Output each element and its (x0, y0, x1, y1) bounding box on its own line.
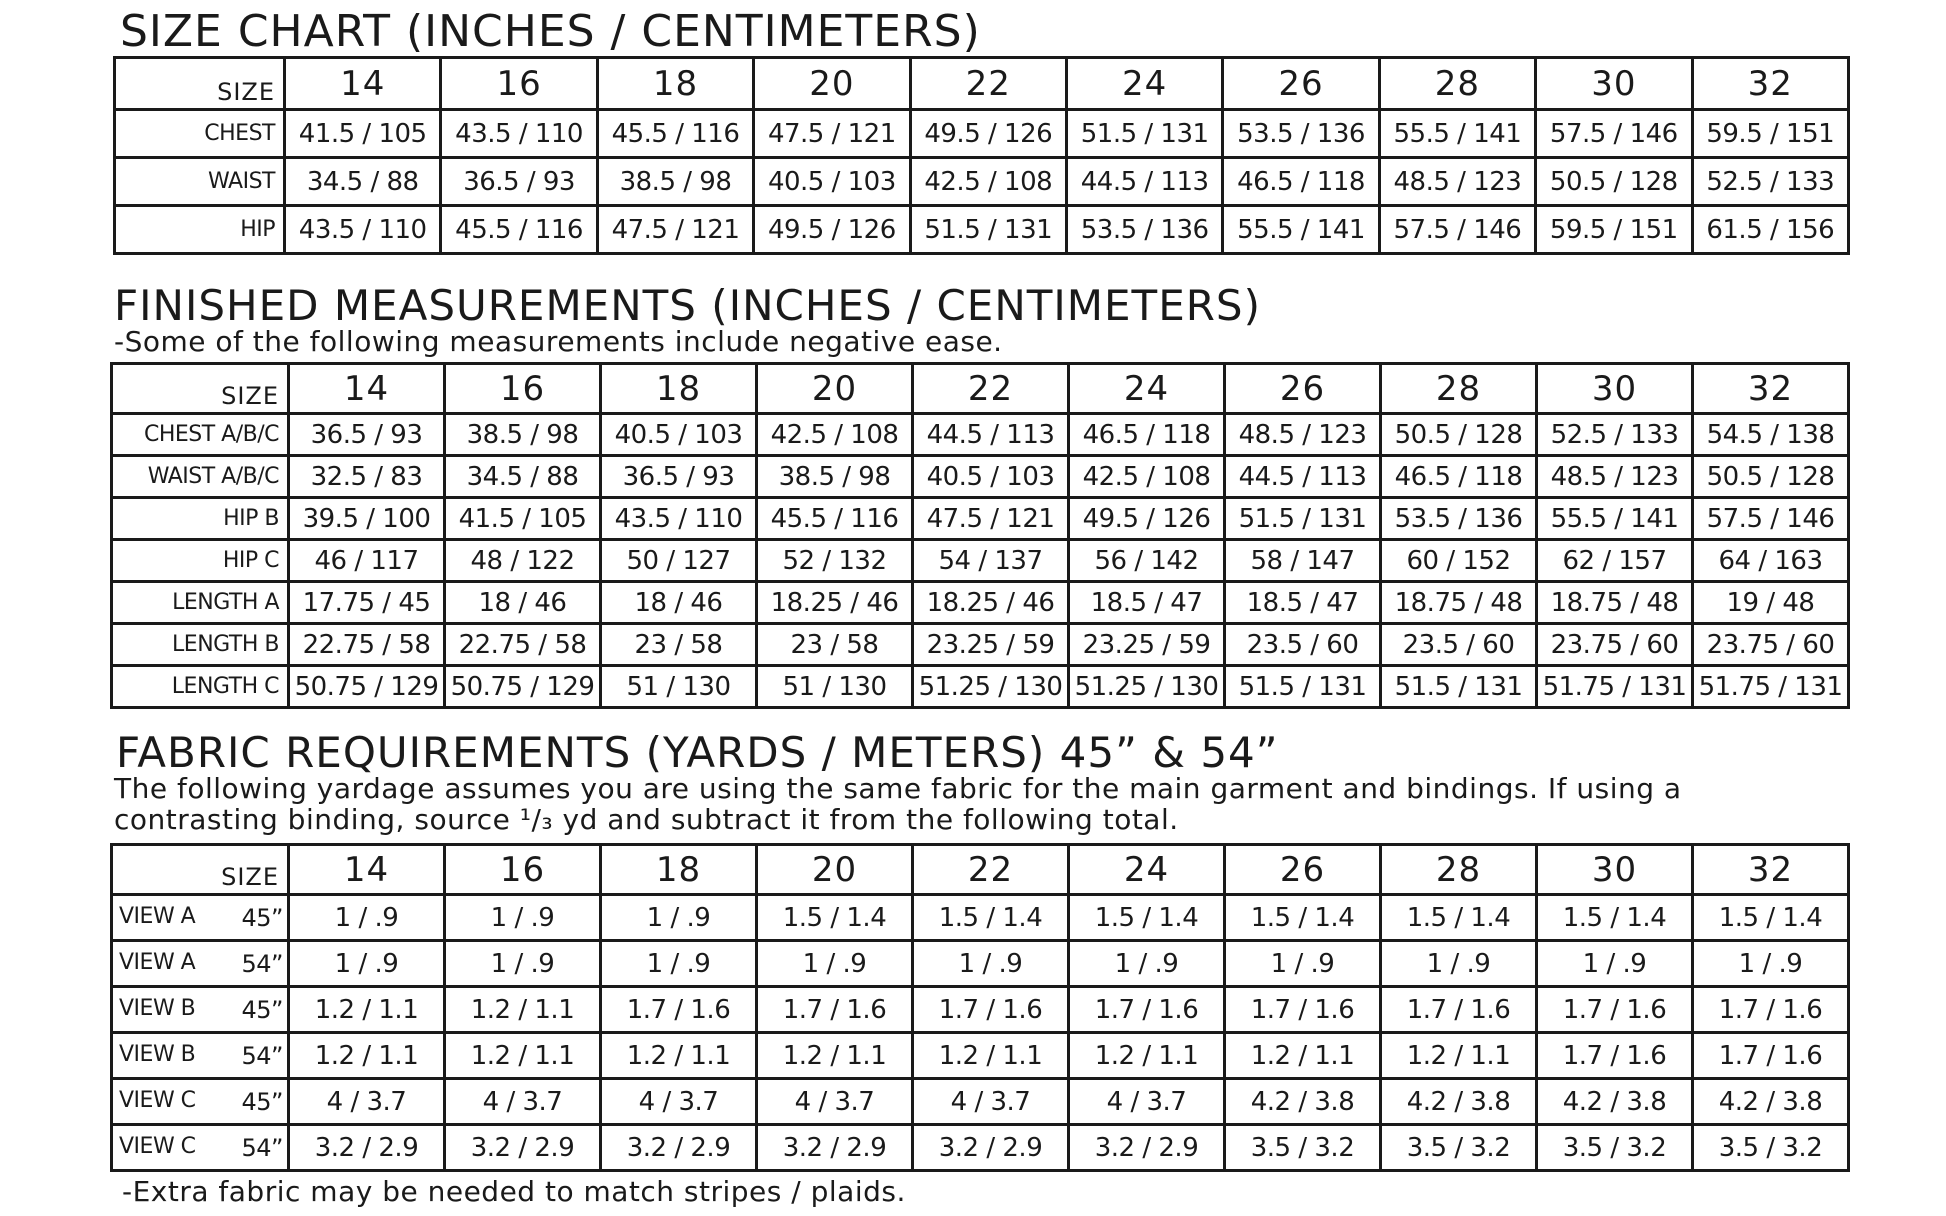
fabric-footnote: -Extra fabric may be needed to match stripes / plaids. (122, 1175, 906, 1208)
table-cell: 17.75 / 45 (289, 582, 445, 624)
table-cell: 52.5 / 133 (1692, 158, 1848, 206)
table-cell: 40.5 / 103 (754, 158, 910, 206)
table-cell: 57.5 / 146 (1379, 206, 1535, 254)
table-cell: 45.5 / 116 (441, 206, 597, 254)
size-header-cell: 32 (1693, 364, 1849, 414)
view-label-cell (112, 895, 289, 941)
table-row (115, 158, 1849, 206)
table-cell: 48.5 / 123 (1225, 414, 1381, 456)
table-cell: 47.5 / 121 (754, 110, 910, 158)
table-cell: 38.5 / 98 (757, 456, 913, 498)
table-cell: 23.25 / 59 (1069, 624, 1225, 666)
table-cell: 18 / 46 (601, 582, 757, 624)
table-row (112, 987, 1849, 1033)
table-cell: 23.75 / 60 (1537, 624, 1693, 666)
size-header-cell: 16 (445, 364, 601, 414)
table-cell: 23.25 / 59 (913, 624, 1069, 666)
table-cell: 1.2 / 1.1 (913, 1033, 1069, 1079)
table-cell: 47.5 / 121 (913, 498, 1069, 540)
size-header-cell: 22 (910, 58, 1066, 110)
table-cell: 50.75 / 129 (289, 666, 445, 708)
table-cell: 53.5 / 136 (1066, 206, 1222, 254)
table-cell: 1 / .9 (757, 941, 913, 987)
table-cell: 53.5 / 136 (1223, 110, 1379, 158)
size-chart-title: SIZE CHART (INCHES / CENTIMETERS) (120, 6, 981, 57)
view-name: VIEW C (119, 1087, 196, 1113)
size-header-cell: 26 (1225, 845, 1381, 895)
size-header-cell: 24 (1066, 58, 1222, 110)
table-cell: 51.5 / 131 (910, 206, 1066, 254)
table-cell: 56 / 142 (1069, 540, 1225, 582)
size-header-cell: 30 (1537, 364, 1693, 414)
table-cell: 44.5 / 113 (1225, 456, 1381, 498)
table-cell: 22.75 / 58 (445, 624, 601, 666)
view-name: VIEW A (119, 949, 196, 975)
fabric-requirements-title: FABRIC REQUIREMENTS (YARDS / METERS) 45” & 54” (116, 728, 1279, 777)
table-row (112, 941, 1849, 987)
table-cell: 23.75 / 60 (1693, 624, 1849, 666)
table-cell: 1.5 / 1.4 (1069, 895, 1225, 941)
size-header-cell: 16 (445, 845, 601, 895)
table-cell: 1.7 / 1.6 (1693, 987, 1849, 1033)
table-row (112, 498, 1849, 540)
table-cell: 3.2 / 2.9 (913, 1125, 1069, 1171)
fabric-width: 54” (241, 1133, 283, 1162)
table-cell: 34.5 / 88 (445, 456, 601, 498)
table-cell: 51.75 / 131 (1537, 666, 1693, 708)
table-row (112, 1079, 1849, 1125)
table-cell: 1 / .9 (1693, 941, 1849, 987)
size-header-cell: 20 (757, 364, 913, 414)
finished-measurements-note: -Some of the following measurements include negative ease. (114, 325, 1003, 358)
table-cell: 1 / .9 (1381, 941, 1537, 987)
size-header-cell: 14 (289, 364, 445, 414)
table-cell: 3.5 / 3.2 (1225, 1125, 1381, 1171)
table-row (112, 895, 1849, 941)
table-cell: 3.2 / 2.9 (289, 1125, 445, 1171)
row-label: LENGTH B (112, 624, 289, 666)
table-cell: 50.5 / 128 (1381, 414, 1537, 456)
row-label: WAIST A/B/C (112, 456, 289, 498)
size-label: SIZE (112, 364, 289, 414)
view-label-cell (112, 941, 289, 987)
table-cell: 1.2 / 1.1 (1225, 1033, 1381, 1079)
table-cell: 59.5 / 151 (1692, 110, 1848, 158)
table-cell: 34.5 / 88 (285, 158, 441, 206)
table-cell: 51.5 / 131 (1225, 666, 1381, 708)
table-cell: 1.2 / 1.1 (601, 1033, 757, 1079)
table-row (112, 456, 1849, 498)
view-label-cell (112, 987, 289, 1033)
size-header-cell: 16 (441, 58, 597, 110)
table-cell: 51.25 / 130 (913, 666, 1069, 708)
table-cell: 48 / 122 (445, 540, 601, 582)
size-header-cell: 20 (754, 58, 910, 110)
table-cell: 44.5 / 113 (913, 414, 1069, 456)
table-row (112, 582, 1849, 624)
table-cell: 48.5 / 123 (1379, 158, 1535, 206)
table-cell: 55.5 / 141 (1537, 498, 1693, 540)
table-cell: 3.2 / 2.9 (757, 1125, 913, 1171)
table-cell: 1.7 / 1.6 (913, 987, 1069, 1033)
table-cell: 3.2 / 2.9 (601, 1125, 757, 1171)
table-cell: 42.5 / 108 (757, 414, 913, 456)
table-cell: 54.5 / 138 (1693, 414, 1849, 456)
table-cell: 1.5 / 1.4 (1225, 895, 1381, 941)
size-header-cell: 18 (597, 58, 753, 110)
table-cell: 55.5 / 141 (1223, 206, 1379, 254)
table-cell: 57.5 / 146 (1693, 498, 1849, 540)
table-row (115, 110, 1849, 158)
table-cell: 1.5 / 1.4 (1381, 895, 1537, 941)
table-cell: 54 / 137 (913, 540, 1069, 582)
size-header-cell: 30 (1536, 58, 1692, 110)
table-cell: 42.5 / 108 (1069, 456, 1225, 498)
table-cell: 51.25 / 130 (1069, 666, 1225, 708)
table-cell: 1 / .9 (1537, 941, 1693, 987)
table-cell: 23.5 / 60 (1381, 624, 1537, 666)
table-cell: 4 / 3.7 (601, 1079, 757, 1125)
size-chart-table (113, 56, 1850, 255)
size-header-cell: 30 (1537, 845, 1693, 895)
table-cell: 59.5 / 151 (1536, 206, 1692, 254)
size-header-cell: 32 (1692, 58, 1848, 110)
table-cell: 1.2 / 1.1 (289, 1033, 445, 1079)
table-cell: 36.5 / 93 (601, 456, 757, 498)
table-cell: 62 / 157 (1537, 540, 1693, 582)
fabric-requirements-table (110, 843, 1850, 1172)
table-cell: 44.5 / 113 (1066, 158, 1222, 206)
table-cell: 4 / 3.7 (757, 1079, 913, 1125)
table-cell: 23.5 / 60 (1225, 624, 1381, 666)
finished-measurements-body (112, 364, 1849, 708)
table-cell: 41.5 / 105 (445, 498, 601, 540)
table-cell: 1.7 / 1.6 (1225, 987, 1381, 1033)
table-cell: 18.75 / 48 (1537, 582, 1693, 624)
table-cell: 50.5 / 128 (1693, 456, 1849, 498)
finished-measurements-table (110, 362, 1850, 709)
table-row (112, 540, 1849, 582)
table-cell: 4.2 / 3.8 (1381, 1079, 1537, 1125)
fabric-width: 54” (241, 949, 283, 978)
size-header-cell: 28 (1381, 845, 1537, 895)
table-cell: 1.5 / 1.4 (1693, 895, 1849, 941)
size-header-cell: 18 (601, 845, 757, 895)
table-cell: 1.7 / 1.6 (1381, 987, 1537, 1033)
table-cell: 1.2 / 1.1 (445, 1033, 601, 1079)
table-cell: 49.5 / 126 (754, 206, 910, 254)
table-cell: 3.5 / 3.2 (1693, 1125, 1849, 1171)
size-header-cell: 20 (757, 845, 913, 895)
table-cell: 38.5 / 98 (445, 414, 601, 456)
table-cell: 1 / .9 (601, 941, 757, 987)
table-cell: 18.5 / 47 (1225, 582, 1381, 624)
table-cell: 3.2 / 2.9 (1069, 1125, 1225, 1171)
table-cell: 50 / 127 (601, 540, 757, 582)
table-cell: 18 / 46 (445, 582, 601, 624)
table-cell: 4.2 / 3.8 (1693, 1079, 1849, 1125)
size-header-cell: 18 (601, 364, 757, 414)
table-cell: 18.25 / 46 (913, 582, 1069, 624)
table-cell: 40.5 / 103 (601, 414, 757, 456)
table-cell: 43.5 / 110 (601, 498, 757, 540)
row-label: CHEST A/B/C (112, 414, 289, 456)
fabric-width: 45” (241, 1087, 283, 1116)
table-cell: 23 / 58 (757, 624, 913, 666)
row-label: HIP B (112, 498, 289, 540)
table-cell: 46.5 / 118 (1381, 456, 1537, 498)
size-label: SIZE (112, 845, 289, 895)
row-label: CHEST (115, 110, 285, 158)
table-cell: 64 / 163 (1693, 540, 1849, 582)
table-cell: 1 / .9 (601, 895, 757, 941)
table-cell: 49.5 / 126 (910, 110, 1066, 158)
table-cell: 18.5 / 47 (1069, 582, 1225, 624)
view-name: VIEW B (119, 1041, 196, 1067)
table-cell: 4.2 / 3.8 (1225, 1079, 1381, 1125)
table-cell: 45.5 / 116 (597, 110, 753, 158)
table-cell: 53.5 / 136 (1381, 498, 1537, 540)
table-cell: 18.75 / 48 (1381, 582, 1537, 624)
table-cell: 1.5 / 1.4 (1537, 895, 1693, 941)
table-cell: 4.2 / 3.8 (1537, 1079, 1693, 1125)
table-cell: 48.5 / 123 (1537, 456, 1693, 498)
table-cell: 50.75 / 129 (445, 666, 601, 708)
table-cell: 19 / 48 (1693, 582, 1849, 624)
row-label: LENGTH A (112, 582, 289, 624)
table-cell: 1.7 / 1.6 (1537, 1033, 1693, 1079)
table-cell: 51.75 / 131 (1693, 666, 1849, 708)
table-row (112, 624, 1849, 666)
table-cell: 3.2 / 2.9 (445, 1125, 601, 1171)
table-cell: 61.5 / 156 (1692, 206, 1848, 254)
table-cell: 45.5 / 116 (757, 498, 913, 540)
size-header-cell: 26 (1225, 364, 1381, 414)
table-cell: 38.5 / 98 (597, 158, 753, 206)
fabric-requirements-body (112, 845, 1849, 1171)
table-cell: 49.5 / 126 (1069, 498, 1225, 540)
table-cell: 47.5 / 121 (597, 206, 753, 254)
fabric-width: 45” (241, 903, 283, 932)
table-cell: 58 / 147 (1225, 540, 1381, 582)
table-row (112, 1033, 1849, 1079)
finished-measurements-title: FINISHED MEASUREMENTS (INCHES / CENTIMETERS) (114, 281, 1261, 330)
table-cell: 36.5 / 93 (289, 414, 445, 456)
table-cell: 57.5 / 146 (1536, 110, 1692, 158)
table-cell: 3.5 / 3.2 (1381, 1125, 1537, 1171)
table-row (112, 414, 1849, 456)
table-cell: 23 / 58 (601, 624, 757, 666)
size-header-cell: 24 (1069, 364, 1225, 414)
table-cell: 50.5 / 128 (1536, 158, 1692, 206)
table-row (112, 1125, 1849, 1171)
fabric-width: 45” (241, 995, 283, 1024)
size-header-row (112, 364, 1849, 414)
table-cell: 1.2 / 1.1 (445, 987, 601, 1033)
size-header-cell: 22 (913, 364, 1069, 414)
size-header-cell: 22 (913, 845, 1069, 895)
table-row (115, 206, 1849, 254)
table-cell: 1.2 / 1.1 (1381, 1033, 1537, 1079)
table-row (112, 666, 1849, 708)
row-label: WAIST (115, 158, 285, 206)
view-label-cell (112, 1079, 289, 1125)
table-cell: 52 / 132 (757, 540, 913, 582)
size-chart-body (115, 58, 1849, 254)
size-header-cell: 24 (1069, 845, 1225, 895)
table-cell: 22.75 / 58 (289, 624, 445, 666)
table-cell: 43.5 / 110 (441, 110, 597, 158)
table-cell: 1.5 / 1.4 (757, 895, 913, 941)
fabric-requirements-note-line1: The following yardage assumes you are using the same fabric for the main garment and bindings. If using a (114, 772, 1682, 805)
table-cell: 1 / .9 (289, 895, 445, 941)
table-cell: 1 / .9 (289, 941, 445, 987)
table-cell: 1.5 / 1.4 (913, 895, 1069, 941)
table-cell: 1.2 / 1.1 (289, 987, 445, 1033)
table-cell: 46 / 117 (289, 540, 445, 582)
table-cell: 51.5 / 131 (1066, 110, 1222, 158)
table-cell: 1.7 / 1.6 (1537, 987, 1693, 1033)
size-header-cell: 28 (1379, 58, 1535, 110)
table-cell: 46.5 / 118 (1223, 158, 1379, 206)
table-cell: 1.2 / 1.1 (1069, 1033, 1225, 1079)
table-cell: 51 / 130 (601, 666, 757, 708)
table-cell: 39.5 / 100 (289, 498, 445, 540)
table-cell: 1.7 / 1.6 (757, 987, 913, 1033)
table-cell: 46.5 / 118 (1069, 414, 1225, 456)
table-cell: 18.25 / 46 (757, 582, 913, 624)
table-cell: 42.5 / 108 (910, 158, 1066, 206)
view-name: VIEW B (119, 995, 196, 1021)
table-cell: 36.5 / 93 (441, 158, 597, 206)
table-cell: 1 / .9 (1225, 941, 1381, 987)
table-cell: 51.5 / 131 (1225, 498, 1381, 540)
row-label: HIP (115, 206, 285, 254)
table-cell: 51.5 / 131 (1381, 666, 1537, 708)
table-cell: 1 / .9 (445, 941, 601, 987)
table-cell: 1 / .9 (1069, 941, 1225, 987)
size-label: SIZE (115, 58, 285, 110)
table-cell: 4 / 3.7 (445, 1079, 601, 1125)
table-cell: 1.7 / 1.6 (1693, 1033, 1849, 1079)
table-cell: 52.5 / 133 (1537, 414, 1693, 456)
table-cell: 60 / 152 (1381, 540, 1537, 582)
table-cell: 1.2 / 1.1 (757, 1033, 913, 1079)
size-header-cell: 32 (1693, 845, 1849, 895)
table-cell: 1.7 / 1.6 (601, 987, 757, 1033)
size-header-cell: 14 (285, 58, 441, 110)
row-label: HIP C (112, 540, 289, 582)
table-cell: 43.5 / 110 (285, 206, 441, 254)
size-header-cell: 28 (1381, 364, 1537, 414)
table-cell: 3.5 / 3.2 (1537, 1125, 1693, 1171)
view-label-cell (112, 1033, 289, 1079)
table-cell: 1 / .9 (913, 941, 1069, 987)
table-cell: 4 / 3.7 (1069, 1079, 1225, 1125)
size-header-row (115, 58, 1849, 110)
table-cell: 1 / .9 (445, 895, 601, 941)
table-cell: 4 / 3.7 (289, 1079, 445, 1125)
table-cell: 32.5 / 83 (289, 456, 445, 498)
table-cell: 40.5 / 103 (913, 456, 1069, 498)
table-cell: 1.7 / 1.6 (1069, 987, 1225, 1033)
table-cell: 55.5 / 141 (1379, 110, 1535, 158)
row-label: LENGTH C (112, 666, 289, 708)
view-name: VIEW C (119, 1133, 196, 1159)
table-cell: 4 / 3.7 (913, 1079, 1069, 1125)
table-cell: 41.5 / 105 (285, 110, 441, 158)
view-name: VIEW A (119, 903, 196, 929)
size-header-cell: 14 (289, 845, 445, 895)
size-header-cell: 26 (1223, 58, 1379, 110)
fabric-width: 54” (241, 1041, 283, 1070)
fabric-requirements-note-line2: contrasting binding, source ¹/₃ yd and subtract it from the following total. (114, 803, 1179, 836)
size-header-row (112, 845, 1849, 895)
view-label-cell (112, 1125, 289, 1171)
table-cell: 51 / 130 (757, 666, 913, 708)
